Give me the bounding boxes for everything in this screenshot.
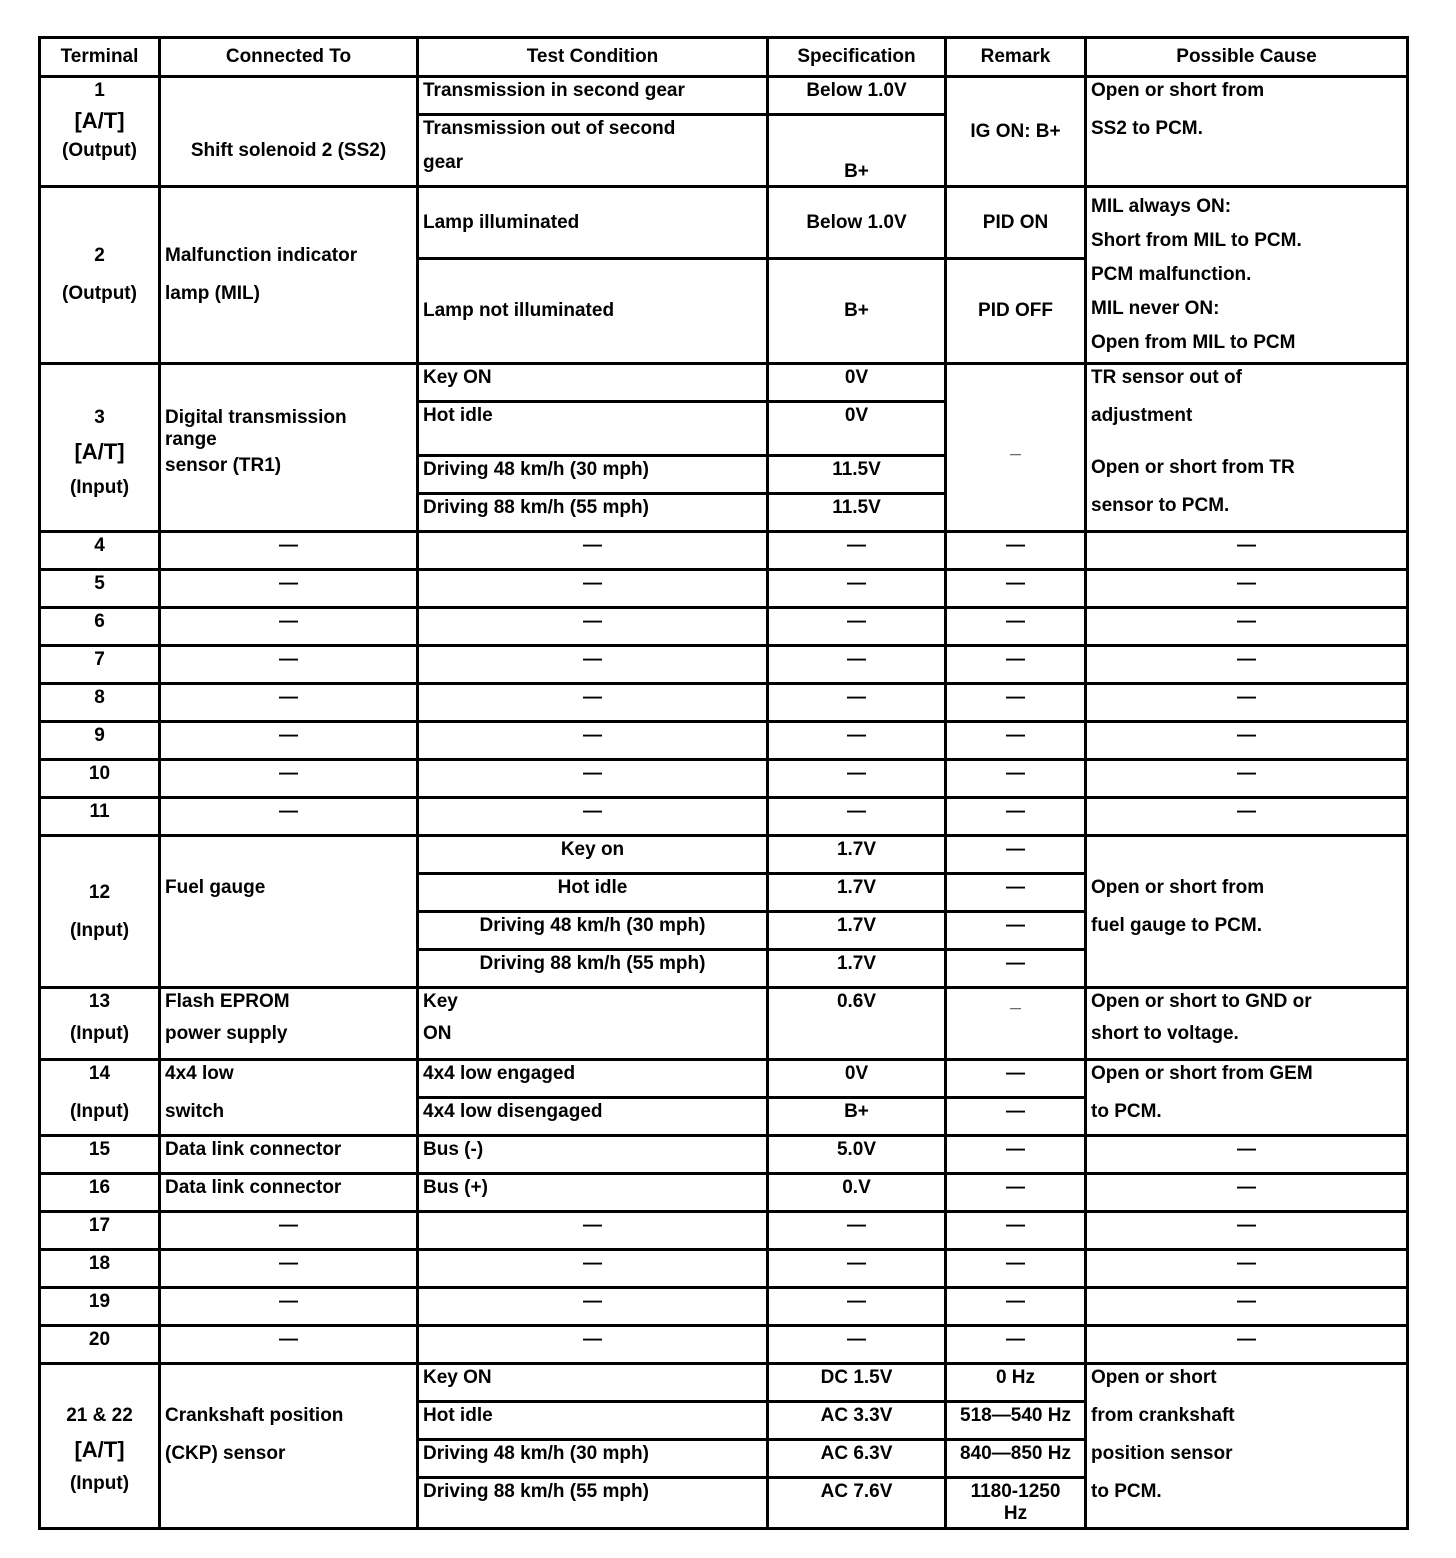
cause-cell: — [1086, 1250, 1408, 1288]
terminal-cell [40, 77, 160, 187]
cause-cell: — [1086, 722, 1408, 760]
spec-cell: AC 6.3V [768, 1440, 946, 1478]
terminal-cell [40, 1364, 160, 1529]
condition-cell: Hot idle [418, 1402, 768, 1440]
condition-cell [418, 115, 768, 187]
condition-cell: — [418, 1212, 768, 1250]
cause-line: TR sensor out of [1091, 367, 1242, 388]
terminal-cell [40, 1060, 160, 1136]
cause-cell: — [1086, 1326, 1408, 1364]
connected-cell: — [160, 722, 418, 760]
connected-cell [160, 988, 418, 1060]
table-row [40, 1326, 1408, 1364]
cause-cell: — [1086, 684, 1408, 722]
connected-line: Fuel gauge [165, 877, 266, 898]
remark-cell [946, 1478, 1086, 1529]
remark-cell: — [946, 722, 1086, 760]
header-remark: Remark [946, 38, 1086, 77]
terminal-io: (Output) [62, 283, 137, 304]
cause-line: to PCM. [1091, 1481, 1162, 1502]
spec-cell: — [768, 646, 946, 684]
remark-cell: — [946, 760, 1086, 798]
terminal-number: 12 [88, 881, 111, 903]
terminal-cell: 7 [40, 646, 160, 684]
cause-cell: — [1086, 608, 1408, 646]
condition-cell: Lamp illuminated [418, 187, 768, 259]
connected-line: Crankshaft position [165, 1405, 344, 1426]
cause-line: Open or short from TR [1091, 457, 1295, 478]
condition-cell: — [418, 798, 768, 836]
condition-cell: — [418, 1288, 768, 1326]
header-connected-to: Connected To [160, 38, 418, 77]
spec-cell: 1.7V [768, 950, 946, 988]
condition-cell: — [418, 608, 768, 646]
cause-cell [1086, 77, 1408, 187]
cause-line: Open or short [1091, 1367, 1217, 1388]
table-row [40, 722, 1408, 760]
cause-line: Open from MIL to PCM [1091, 332, 1296, 353]
terminal-cell: 18 [40, 1250, 160, 1288]
condition-line: gear [423, 152, 464, 173]
terminal-cell: 17 [40, 1212, 160, 1250]
condition-cell: Transmission in second gear [418, 77, 768, 115]
cause-line: MIL never ON: [1091, 298, 1220, 319]
remark-cell: PID ON [946, 187, 1086, 259]
remark-cell: PID OFF [946, 259, 1086, 364]
connected-cell [160, 836, 418, 988]
terminal-cell: 4 [40, 532, 160, 570]
terminal-number: 1 [94, 80, 105, 101]
condition-cell: Driving 88 km/h (55 mph) [418, 1478, 768, 1529]
terminal-number: 2 [94, 245, 105, 266]
remark-cell: — [946, 912, 1086, 950]
cause-line: Short from MIL to PCM. [1091, 230, 1302, 251]
condition-line: ON [423, 1023, 452, 1044]
connected-cell: — [160, 608, 418, 646]
spec-cell: 0.V [768, 1174, 946, 1212]
connected-line: Malfunction indicator [165, 245, 358, 266]
spec-cell: B+ [768, 259, 946, 364]
connected-cell [160, 187, 418, 364]
condition-cell: Driving 88 km/h (55 mph) [418, 950, 768, 988]
spec-cell: B+ [768, 1098, 946, 1136]
table-row [40, 684, 1408, 722]
spec-cell: — [768, 722, 946, 760]
cause-line: adjustment [1091, 405, 1193, 426]
connected-line: range [165, 429, 217, 450]
terminal-io: (Input) [69, 1101, 130, 1122]
condition-cell: Driving 48 km/h (30 mph) [418, 1440, 768, 1478]
condition-cell: Hot idle [418, 402, 768, 456]
spec-cell: — [768, 1212, 946, 1250]
cause-line: sensor to PCM. [1091, 495, 1230, 516]
condition-cell: — [418, 1250, 768, 1288]
cause-line: Open or short from GEM [1091, 1063, 1313, 1084]
remark-cell: — [946, 798, 1086, 836]
condition-cell: — [418, 646, 768, 684]
terminal-cell: 16 [40, 1174, 160, 1212]
terminal-cell: 10 [40, 760, 160, 798]
table-row [40, 798, 1408, 836]
spec-cell: 1.7V [768, 836, 946, 874]
spec-cell: DC 1.5V [768, 1364, 946, 1402]
remark-cell: 840—850 Hz [946, 1440, 1086, 1478]
connected-cell: — [160, 760, 418, 798]
remark-cell: — [946, 1212, 1086, 1250]
remark-cell: — [946, 1288, 1086, 1326]
condition-cell: Key on [418, 836, 768, 874]
connected-cell: — [160, 1250, 418, 1288]
connected-cell [160, 1060, 418, 1136]
connected-cell: — [160, 646, 418, 684]
terminal-io: (Output) [62, 140, 137, 161]
terminal-spec-table [38, 36, 1409, 1530]
connected-cell: — [160, 684, 418, 722]
remark-cell: — [946, 836, 1086, 874]
remark-cell: — [946, 570, 1086, 608]
spec-cell: — [768, 1288, 946, 1326]
spec-cell: 0V [768, 364, 946, 402]
terminal-io: (Input) [69, 919, 130, 941]
cause-cell [1086, 187, 1408, 364]
condition-cell [418, 988, 768, 1060]
remark-cell: IG ON: B+ [946, 77, 1086, 187]
table-row [40, 187, 1408, 259]
spec-cell: — [768, 1326, 946, 1364]
cause-line: position sensor [1091, 1443, 1233, 1464]
condition-cell: — [418, 760, 768, 798]
spec-cell: 1.7V [768, 874, 946, 912]
connected-cell [160, 1364, 418, 1529]
spec-cell: AC 7.6V [768, 1478, 946, 1529]
condition-cell: — [418, 532, 768, 570]
connected-cell [160, 364, 418, 532]
remark-cell: — [946, 646, 1086, 684]
terminal-number: 13 [88, 991, 111, 1012]
header-possible-cause: Possible Cause [1086, 38, 1408, 77]
connected-cell: — [160, 1326, 418, 1364]
table-row [40, 77, 1408, 115]
condition-cell: Key ON [418, 1364, 768, 1402]
condition-cell: Hot idle [418, 874, 768, 912]
table-row [40, 988, 1408, 1060]
remark-cell: — [946, 1326, 1086, 1364]
terminal-cell [40, 836, 160, 988]
spec-cell: 1.7V [768, 912, 946, 950]
spec-cell: — [768, 760, 946, 798]
terminal-cell: 19 [40, 1288, 160, 1326]
connected-line: power supply [165, 1023, 288, 1044]
remark-cell: — [946, 684, 1086, 722]
connected-cell: — [160, 570, 418, 608]
connected-cell: — [160, 1288, 418, 1326]
cause-line: to PCM. [1091, 1101, 1162, 1122]
spec-cell: 5.0V [768, 1136, 946, 1174]
remark-cell: — [946, 1174, 1086, 1212]
table-row [40, 646, 1408, 684]
cause-cell: — [1086, 760, 1408, 798]
terminal-io: (Input) [69, 1023, 130, 1044]
remark-cell: — [946, 950, 1086, 988]
table-row [40, 364, 1408, 402]
connected-cell: Data link connector [160, 1174, 418, 1212]
condition-line: Key [423, 991, 458, 1012]
table-row [40, 1288, 1408, 1326]
connected-line: Digital transmission [165, 407, 347, 428]
spec-cell: 0.6V [768, 988, 946, 1060]
cause-line: MIL always ON: [1091, 196, 1232, 217]
condition-cell: 4x4 low engaged [418, 1060, 768, 1098]
spec-cell: 0V [768, 402, 946, 456]
condition-cell: Bus (+) [418, 1174, 768, 1212]
cause-cell: — [1086, 570, 1408, 608]
table-row [40, 1212, 1408, 1250]
connected-line: switch [165, 1101, 225, 1122]
remark-cell: — [946, 1136, 1086, 1174]
terminal-cell: 8 [40, 684, 160, 722]
remark-cell: _ [946, 988, 1086, 1060]
condition-cell: Lamp not illuminated [418, 259, 768, 364]
cause-cell [1086, 988, 1408, 1060]
remark-cell: — [946, 532, 1086, 570]
terminal-cell [40, 364, 160, 532]
spec-cell: Below 1.0V [768, 187, 946, 259]
connected-cell: Shift solenoid 2 (SS2) [160, 77, 418, 187]
connected-cell: — [160, 798, 418, 836]
terminal-cell: 5 [40, 570, 160, 608]
cause-line: Open or short to GND or [1091, 991, 1312, 1012]
spec-cell: 11.5V [768, 456, 946, 494]
condition-cell: Driving 48 km/h (30 mph) [418, 912, 768, 950]
cause-cell [1086, 364, 1408, 532]
cause-line: fuel gauge to PCM. [1091, 915, 1262, 936]
condition-cell: Driving 48 km/h (30 mph) [418, 456, 768, 494]
terminal-cell: 9 [40, 722, 160, 760]
header-test-condition: Test Condition [418, 38, 768, 77]
terminal-number: 14 [88, 1063, 111, 1084]
table-row [40, 1136, 1408, 1174]
cause-cell: — [1086, 1174, 1408, 1212]
spec-cell: 0V [768, 1060, 946, 1098]
cause-line: from crankshaft [1091, 1405, 1235, 1426]
connected-line: lamp (MIL) [165, 283, 260, 304]
table-row [40, 608, 1408, 646]
cause-cell: — [1086, 1288, 1408, 1326]
spec-cell: Below 1.0V [768, 77, 946, 115]
remark-line: Hz [1003, 1503, 1028, 1524]
table-row [40, 1364, 1408, 1402]
spec-cell: — [768, 532, 946, 570]
cause-line: PCM malfunction. [1091, 264, 1252, 285]
remark-cell: — [946, 1250, 1086, 1288]
spec-cell: 11.5V [768, 494, 946, 532]
terminal-cell: 20 [40, 1326, 160, 1364]
terminal-cell: 6 [40, 608, 160, 646]
connected-line: 4x4 low [165, 1063, 234, 1084]
connected-line: Flash EPROM [165, 991, 290, 1012]
condition-cell: Bus (-) [418, 1136, 768, 1174]
table-row [40, 1174, 1408, 1212]
terminal-io: (Input) [69, 477, 130, 498]
terminal-cell [40, 988, 160, 1060]
terminal-cell [40, 187, 160, 364]
connected-line: (CKP) sensor [165, 1443, 286, 1464]
cause-cell: — [1086, 646, 1408, 684]
table-row [40, 760, 1408, 798]
terminal-io: (Input) [69, 1473, 130, 1494]
condition-cell: — [418, 1326, 768, 1364]
condition-line: Transmission out of second [423, 118, 676, 139]
condition-cell: Key ON [418, 364, 768, 402]
connected-cell: — [160, 1212, 418, 1250]
connected-cell: Data link connector [160, 1136, 418, 1174]
condition-cell: — [418, 722, 768, 760]
spec-cell: AC 3.3V [768, 1402, 946, 1440]
remark-line: 1180-1250 [970, 1481, 1061, 1502]
terminal-number: 3 [94, 407, 105, 428]
table-row [40, 1060, 1408, 1098]
connected-line: sensor (TR1) [165, 455, 282, 476]
cause-line: Open or short from [1091, 877, 1265, 898]
terminal-cell: 11 [40, 798, 160, 836]
table-row [40, 836, 1408, 874]
header-row [40, 38, 1408, 77]
condition-cell: Driving 88 km/h (55 mph) [418, 494, 768, 532]
cause-cell: — [1086, 1212, 1408, 1250]
terminal-number: 21 & 22 [66, 1405, 133, 1426]
cause-cell: — [1086, 532, 1408, 570]
cause-line: Open or short from [1091, 80, 1265, 101]
table-row [40, 570, 1408, 608]
connected-cell: — [160, 532, 418, 570]
spec-cell: — [768, 798, 946, 836]
remark-cell: — [946, 608, 1086, 646]
remark-cell: 518—540 Hz [946, 1402, 1086, 1440]
cause-cell [1086, 836, 1408, 988]
cause-cell: — [1086, 1136, 1408, 1174]
condition-cell: — [418, 570, 768, 608]
remark-cell: _ [946, 364, 1086, 532]
remark-cell: — [946, 874, 1086, 912]
spec-cell: B+ [768, 115, 946, 187]
condition-cell: 4x4 low disengaged [418, 1098, 768, 1136]
table-row [40, 1250, 1408, 1288]
header-terminal: Terminal [40, 38, 160, 77]
table-row [40, 532, 1408, 570]
spec-cell: — [768, 570, 946, 608]
remark-cell: 0 Hz [946, 1364, 1086, 1402]
terminal-cell: 15 [40, 1136, 160, 1174]
remark-cell: — [946, 1098, 1086, 1136]
cause-cell: — [1086, 798, 1408, 836]
condition-cell: — [418, 684, 768, 722]
terminal-sub: [A/T] [74, 108, 125, 133]
spec-cell: — [768, 608, 946, 646]
cause-cell [1086, 1364, 1408, 1529]
remark-cell: — [946, 1060, 1086, 1098]
cause-line: short to voltage. [1091, 1023, 1239, 1044]
spec-cell: — [768, 684, 946, 722]
cause-line: SS2 to PCM. [1091, 118, 1203, 139]
spec-cell: — [768, 1250, 946, 1288]
terminal-sub: [A/T] [74, 439, 125, 464]
header-specification: Specification [768, 38, 946, 77]
terminal-sub: [A/T] [74, 1437, 125, 1462]
cause-cell [1086, 1060, 1408, 1136]
